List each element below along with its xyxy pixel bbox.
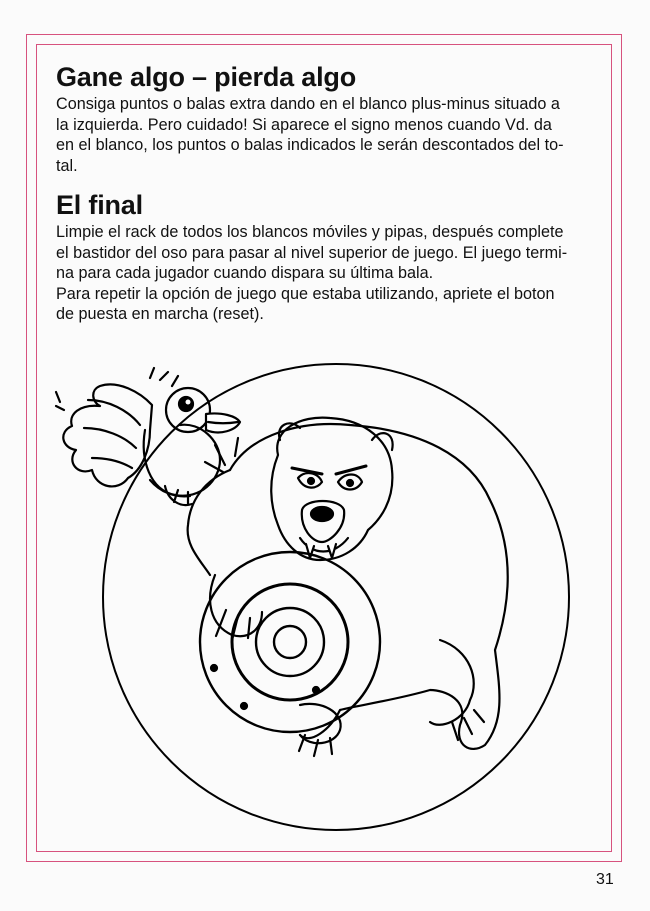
target-drawing <box>200 552 380 732</box>
section-heading: Gane algo – pierda algo <box>56 62 356 92</box>
section-heading: El final <box>56 190 143 220</box>
background-circle <box>103 364 569 830</box>
section-body: Limpie el rack de todos los blancos móviles y pipas, después complete el bastidor del oso para pasar al nivel superior de juego. El juego termi- na para cada jugador cuando dispara su última bala. Para repetir la opción de juego que estaba utilizando, apriete el boton de puesta en marcha (reset). <box>56 223 568 323</box>
page-number: 31 <box>596 871 614 888</box>
duck-drawing <box>56 368 240 505</box>
section-body: Consiga puntos o balas extra dando en el blanco plus-minus situado a la izquierda. Pero cuidado! Si aparece el signo menos cuando Vd. da en el blanco, los puntos o balas indicados le serán descontados del to- tal. <box>56 95 564 175</box>
bear-drawing <box>188 418 508 756</box>
